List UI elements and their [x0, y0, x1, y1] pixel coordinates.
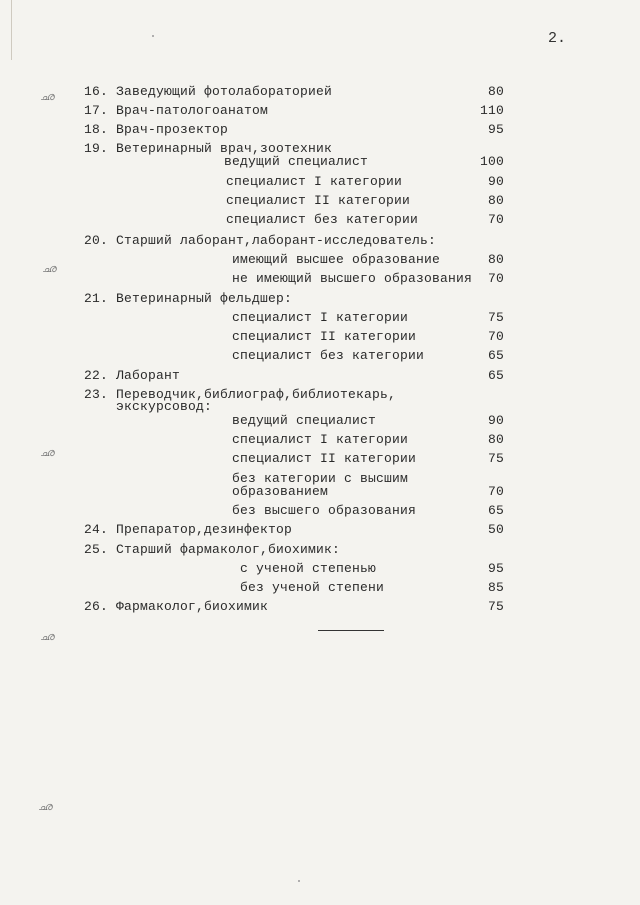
- item-title: Лаборант: [116, 368, 181, 383]
- item-number: 23.: [84, 387, 109, 402]
- sub-item-value: 90: [487, 174, 504, 189]
- item-title-continuation: экскурсовод:: [116, 399, 213, 414]
- sub-item-value: 70: [487, 271, 504, 286]
- item-title: Препаратор,дезинфектор: [116, 522, 293, 537]
- item-number: 18.: [84, 122, 109, 137]
- sub-item-label: без высшего образования: [232, 503, 417, 518]
- page-number: 2.: [548, 30, 567, 47]
- scan-edge-line: [11, 0, 12, 60]
- sub-item-label: специалист без категории: [226, 212, 419, 227]
- item-value: 65: [487, 368, 504, 383]
- sub-item-label: специалист I категории: [226, 174, 403, 189]
- item-number: 17.: [84, 103, 109, 118]
- closing-rule: [318, 630, 384, 631]
- sub-item-label: без категории с высшим: [232, 471, 409, 486]
- sub-item-value: 70: [487, 212, 504, 227]
- sub-item-label: специалист II категории: [226, 193, 411, 208]
- item-number: 25.: [84, 542, 109, 557]
- item-value: 80: [487, 84, 504, 99]
- item-number: 16.: [84, 84, 109, 99]
- margin-mark: ഛ: [40, 630, 55, 643]
- item-title: Ветеринарный фельдшер:: [116, 291, 293, 306]
- sub-item-value: 90: [487, 413, 504, 428]
- sub-item-value: 70: [487, 329, 504, 344]
- item-value: 110: [480, 103, 505, 118]
- sub-item-value: 65: [487, 503, 504, 518]
- item-number: 21.: [84, 291, 109, 306]
- margin-mark: ഛ: [40, 446, 55, 459]
- item-title: Старший фармаколог,биохимик:: [116, 542, 341, 557]
- sub-item-label: специалист I категории: [232, 310, 409, 325]
- item-title: Заведующий фотолабораторией: [116, 84, 333, 99]
- item-value: 95: [487, 122, 504, 137]
- sub-item-value: 80: [487, 432, 504, 447]
- item-value: 75: [487, 599, 504, 614]
- item-title: Врач-прозектор: [116, 122, 229, 137]
- item-title: Фармаколог,биохимик: [116, 599, 269, 614]
- item-title: Ветеринарный врач,зоотехник: [116, 141, 333, 156]
- scan-speck: [298, 880, 300, 882]
- sub-item-label: ведущий специалист: [232, 413, 377, 428]
- item-title: Старший лаборант,лаборант-исследователь:: [116, 233, 437, 248]
- sub-item-value: 65: [487, 348, 504, 363]
- sub-item-label: не имеющий высшего образования: [232, 271, 473, 286]
- sub-item-label-continuation: образованием: [232, 484, 329, 499]
- sub-item-label: специалист II категории: [232, 451, 417, 466]
- margin-mark: ഛ: [38, 800, 53, 813]
- item-number: 22.: [84, 368, 109, 383]
- margin-mark: ഛ: [42, 262, 57, 275]
- sub-item-label: без ученой степени: [240, 580, 385, 595]
- sub-item-label: имеющий высшее образование: [232, 252, 441, 267]
- item-number: 20.: [84, 233, 109, 248]
- sub-item-label: специалист I категории: [232, 432, 409, 447]
- sub-item-value: 80: [487, 193, 504, 208]
- sub-item-value: 85: [487, 580, 504, 595]
- item-title: Переводчик,библиограф,библиотекарь,: [116, 387, 397, 402]
- item-title: Врач-патологоанатом: [116, 103, 269, 118]
- sub-item-label: ведущий специалист: [224, 154, 369, 169]
- scan-speck: [152, 35, 154, 37]
- item-number: 26.: [84, 599, 109, 614]
- sub-item-value: 75: [487, 310, 504, 325]
- margin-mark: ഛ: [40, 90, 55, 103]
- sub-item-value: 100: [480, 154, 505, 169]
- sub-item-value: 70: [487, 484, 504, 499]
- sub-item-value: 75: [487, 451, 504, 466]
- sub-item-value: 80: [487, 252, 504, 267]
- item-number: 19.: [84, 141, 109, 156]
- sub-item-value: 95: [487, 561, 504, 576]
- item-value: 50: [487, 522, 504, 537]
- sub-item-label: с ученой степенью: [240, 561, 377, 576]
- item-number: 24.: [84, 522, 109, 537]
- sub-item-label: специалист II категории: [232, 329, 417, 344]
- sub-item-label: специалист без категории: [232, 348, 425, 363]
